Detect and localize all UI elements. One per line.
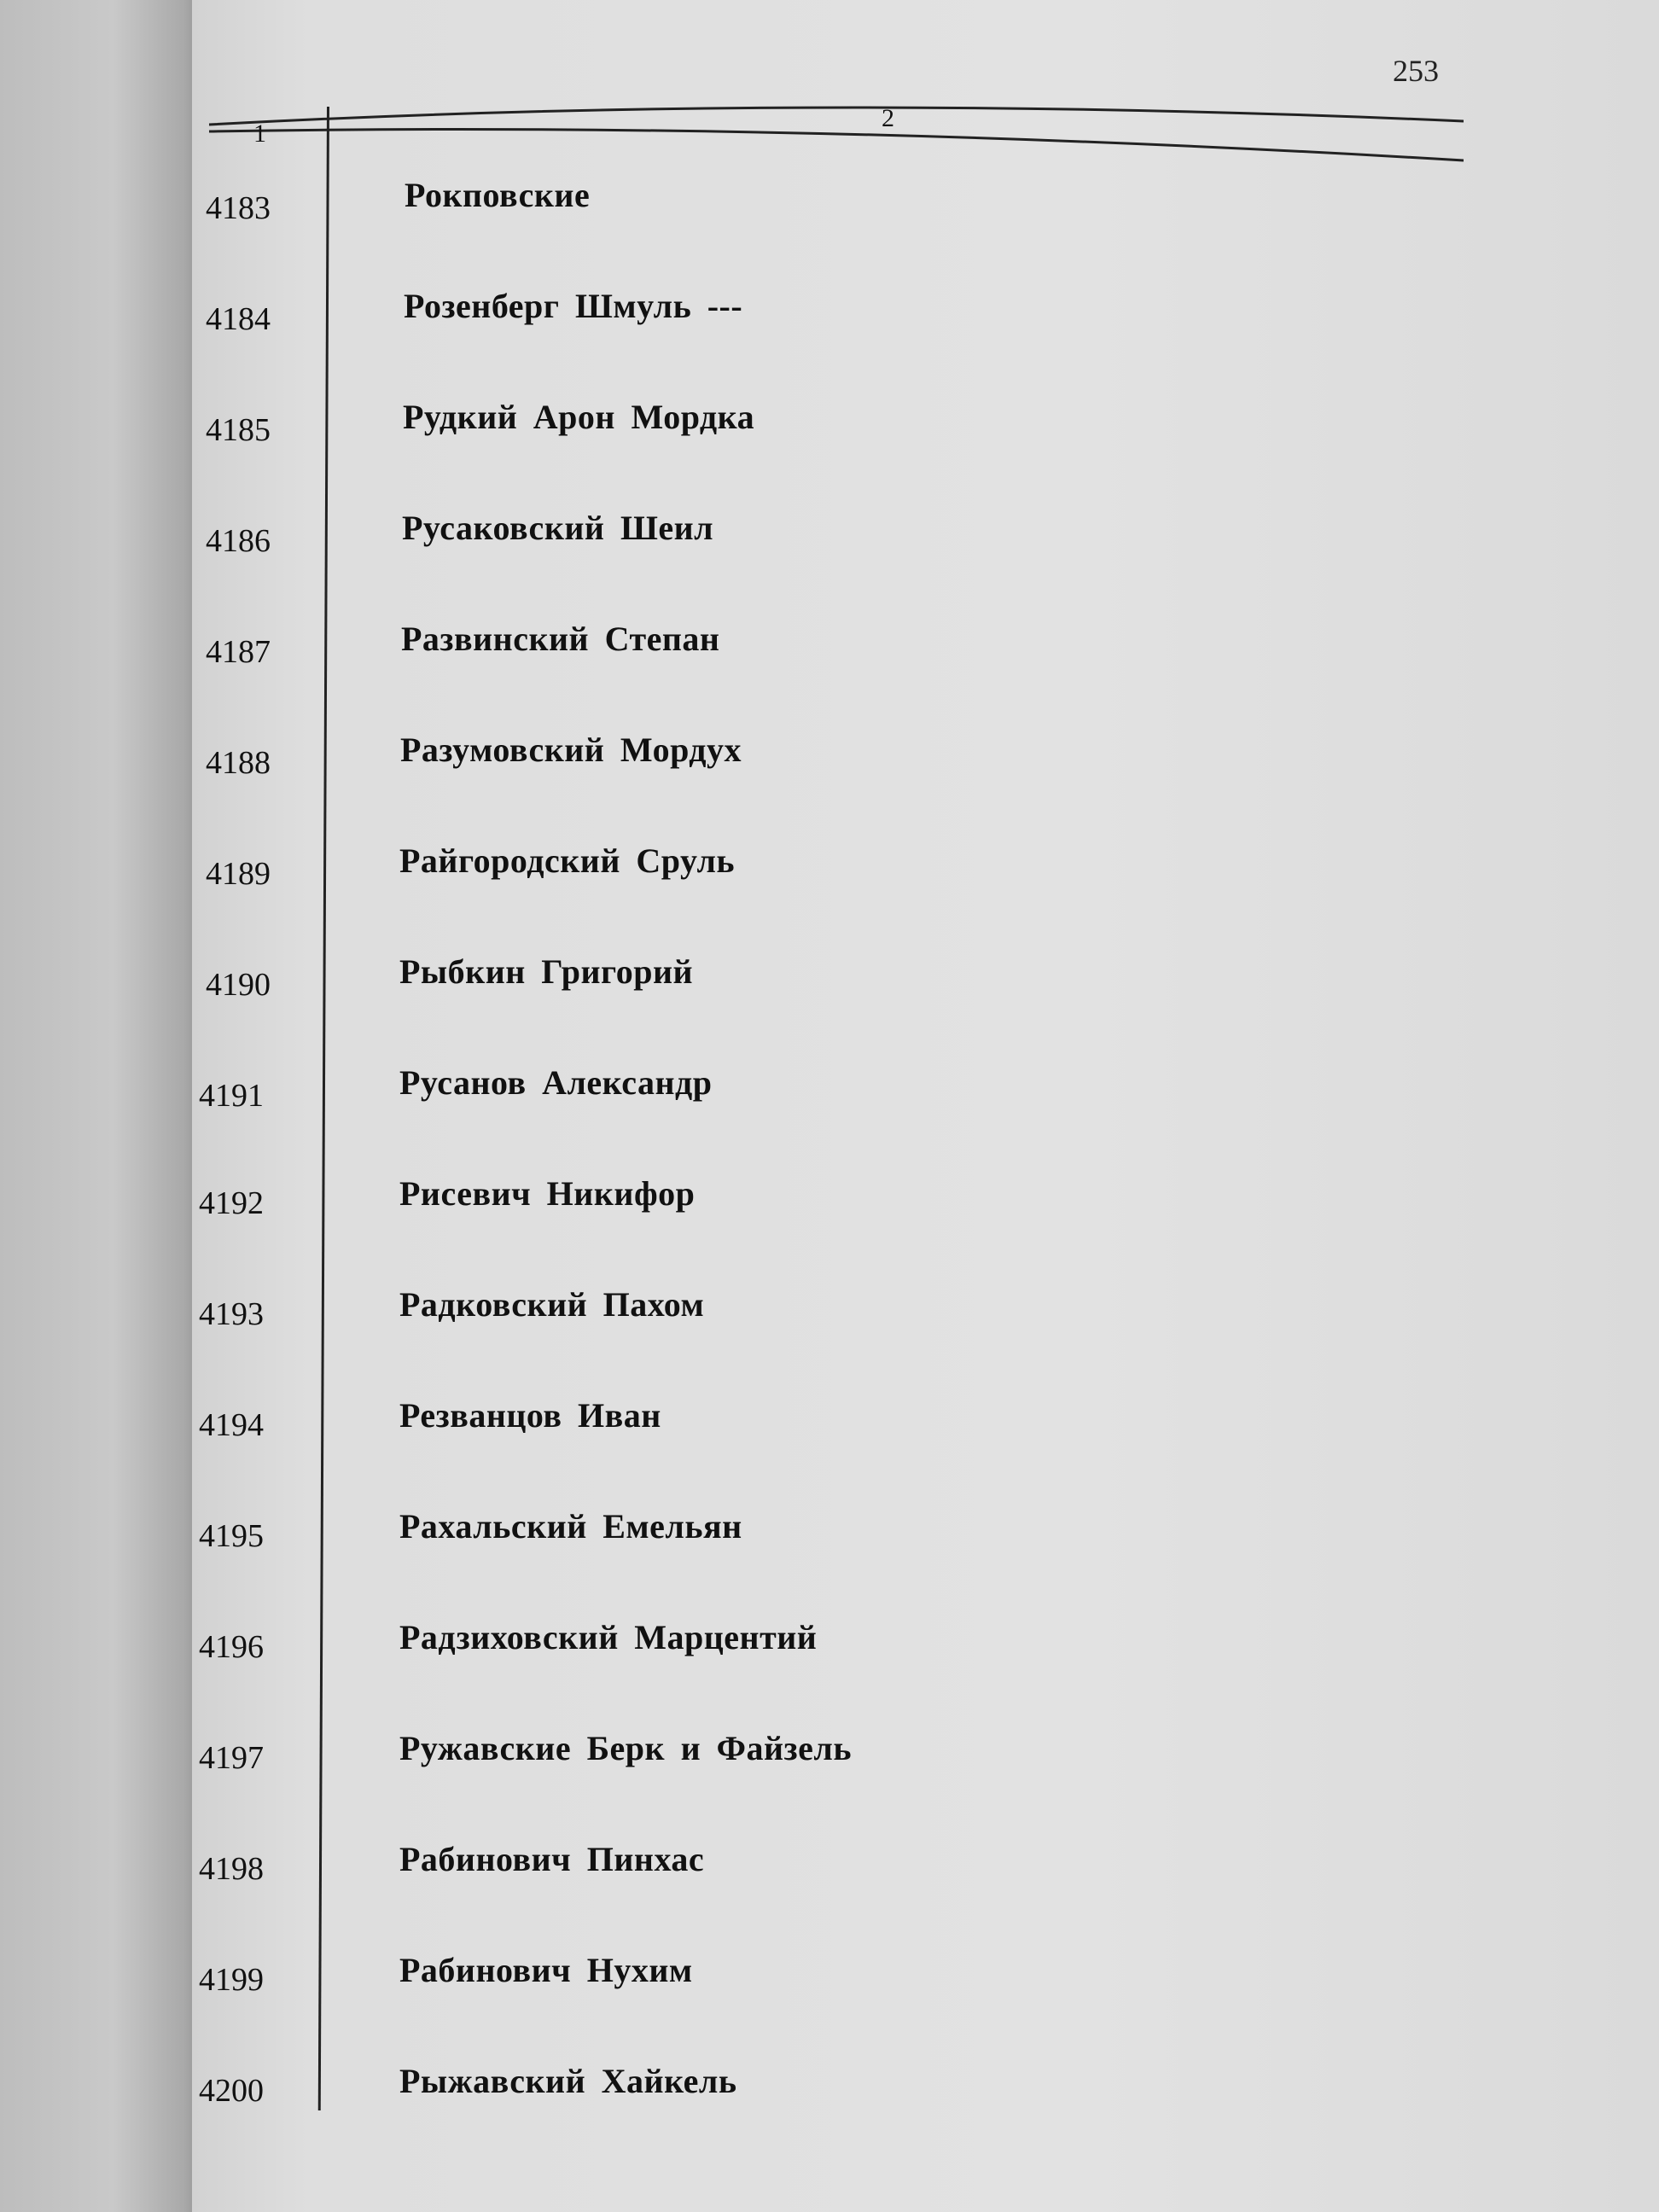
entry-number: 4198 — [199, 1851, 264, 1887]
previous-page-edge — [0, 0, 205, 2212]
page-number: 253 — [1393, 54, 1439, 88]
entry-name: Ружавские Берк и Файзель — [399, 1729, 852, 1767]
entry-name: Рахальский Емельян — [399, 1507, 742, 1545]
entry-number: 4197 — [199, 1740, 264, 1776]
entry-number: 4185 — [206, 412, 271, 448]
entry-name: Резванцов Иван — [399, 1396, 661, 1435]
entry-number: 4200 — [199, 2073, 264, 2109]
entry-number: 4199 — [199, 1962, 264, 1998]
entry-name: Рокповские — [405, 176, 591, 214]
document-page — [192, 0, 1659, 2212]
entry-number: 4190 — [206, 967, 271, 1003]
entry-number: 4188 — [206, 745, 271, 781]
entry-name: Развинский Степан — [401, 620, 720, 658]
entry-number: 4183 — [206, 190, 271, 226]
entry-number: 4193 — [199, 1296, 264, 1332]
entries-list — [192, 0, 1659, 2212]
entry-name: Радзиховский Марцентий — [399, 1618, 818, 1656]
entry-name: Рабинович Нухим — [399, 1951, 693, 1989]
entry-name: Рыжавский Хайкель — [399, 2062, 737, 2100]
entry-number: 4186 — [206, 523, 271, 559]
entry-number: 4194 — [199, 1407, 264, 1443]
entry-number: 4184 — [206, 301, 271, 337]
entry-name: Русаковский Шеил — [402, 509, 714, 547]
entry-number: 4192 — [199, 1185, 264, 1221]
entry-name: Русанов Александр — [399, 1063, 713, 1102]
entry-number: 4187 — [206, 634, 271, 670]
entry-name: Розенберг Шмуль --- — [404, 287, 743, 325]
entry-number: 4196 — [199, 1629, 264, 1665]
entry-number: 4195 — [199, 1518, 264, 1554]
entry-name: Разумовский Мордух — [400, 731, 742, 769]
column-header-name: 2 — [882, 104, 894, 132]
entry-number: 4191 — [199, 1078, 264, 1114]
entry-name: Рисевич Никифор — [399, 1174, 696, 1213]
entry-name: Райгородский Сруль — [399, 841, 736, 880]
entry-name: Рудкий Арон Мордка — [403, 398, 755, 436]
entry-name: Рыбкин Григорий — [399, 952, 694, 991]
column-header-number: 1 — [253, 119, 266, 148]
entry-name: Радковский Пахом — [399, 1285, 705, 1324]
entry-name: Рабинович Пинхас — [399, 1840, 705, 1878]
entry-number: 4189 — [206, 856, 271, 892]
